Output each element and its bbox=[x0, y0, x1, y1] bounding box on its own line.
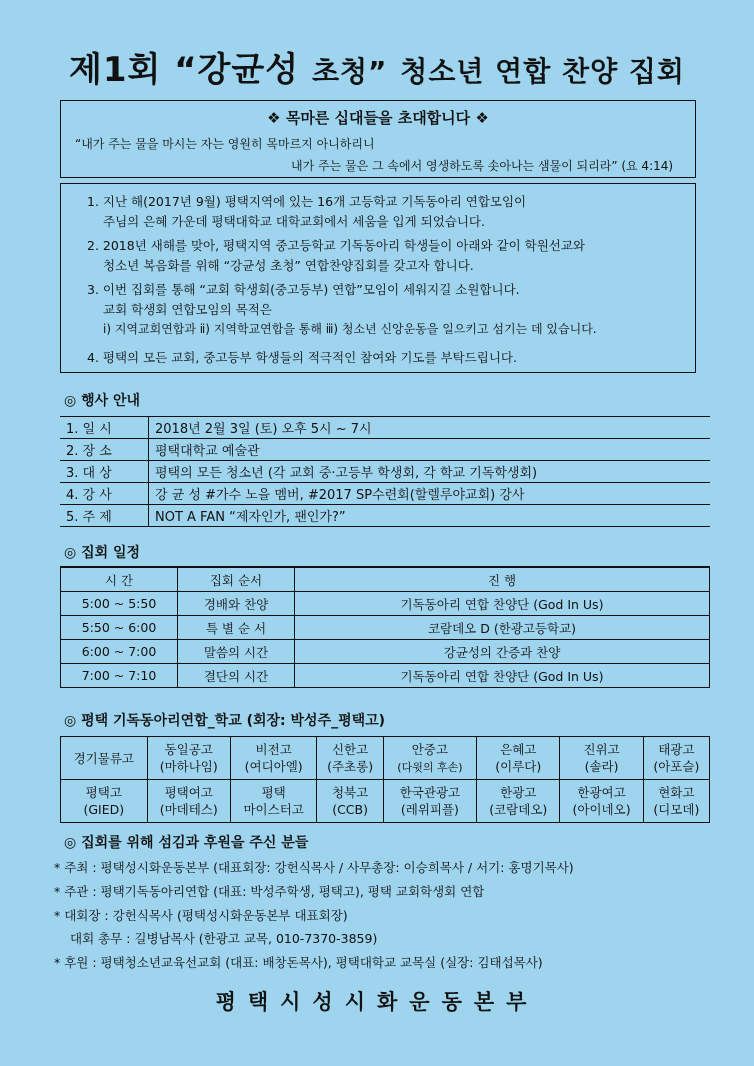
club-school: 동일공고 bbox=[164, 742, 213, 757]
club-school: 신한고 bbox=[331, 742, 369, 757]
event-key: 1. 일 시 bbox=[60, 417, 149, 439]
note-line: 3. 이번 집회를 통해 “교회 학생회(중고등부) 연합”모임이 세워지길 소원합니다. bbox=[87, 282, 520, 297]
intro-heading: ❖ 목마른 십대들을 초대합니다 ❖ bbox=[267, 109, 489, 127]
club-cell bbox=[643, 780, 709, 823]
club-school: 청북고 bbox=[331, 785, 369, 800]
program-cell: 5:00 ~ 5:50 bbox=[61, 592, 178, 616]
club-school: 한광고 bbox=[500, 785, 537, 800]
program-cell: 기독동아리 연합 찬양단 (God In Us) bbox=[295, 592, 710, 616]
program-cell: 6:00 ~ 7:00 bbox=[61, 640, 178, 664]
page-title bbox=[0, 42, 754, 91]
event-key: 4. 강 사 bbox=[60, 483, 149, 505]
club-school: 은혜고 bbox=[500, 742, 537, 757]
intro-quote-line-1: “내가 주는 물을 마시는 자는 영원히 목마르지 아니하리니 bbox=[75, 137, 375, 151]
program-row bbox=[61, 664, 710, 688]
note-line: ⅰ) 지역교회연합과 ⅱ) 지역학교연합을 통해 ⅲ) 청소년 신앙운동을 일으키고 섬기는 데 있습니다. bbox=[103, 322, 597, 336]
program-row bbox=[61, 640, 710, 664]
notes-box bbox=[60, 183, 696, 373]
program-row bbox=[61, 592, 710, 616]
club-school: 한국관광고 bbox=[399, 785, 461, 800]
club-cell bbox=[317, 737, 383, 780]
note-line: 주님의 은혜 가운데 평택대학교 대학교회에서 세움을 입게 되었습니다. bbox=[103, 214, 485, 229]
note-line: 1. 지난 해(2017년 9월) 평택지역에 있는 16개 고등학교 기독동아리 연합모임이 bbox=[87, 194, 527, 209]
club-name: (아포슬) bbox=[653, 759, 700, 774]
event-row bbox=[60, 417, 710, 439]
program-header-row bbox=[61, 567, 710, 592]
event-value: 2018년 2월 3일 (토) 오후 5시 ~ 7시 bbox=[149, 417, 711, 439]
clubs-row bbox=[61, 780, 710, 823]
club-cell bbox=[317, 780, 383, 823]
club-cell bbox=[477, 780, 560, 823]
event-value: 평택대학교 예술관 bbox=[149, 439, 711, 461]
club-name: (마데테스) bbox=[159, 802, 218, 817]
program-heading: ◎ 집회 일정 bbox=[64, 545, 141, 561]
club-cell bbox=[147, 780, 230, 823]
club-name: (아이네오) bbox=[572, 802, 631, 817]
event-row bbox=[60, 461, 710, 483]
event-row bbox=[60, 439, 710, 461]
club-school: 태광고 bbox=[658, 742, 695, 757]
club-name: (여디아엘) bbox=[244, 759, 303, 774]
supporter-line: * 후원 : 평택청소년교육선교회 (대표: 배창돈목사), 평택대학교 교목실 (실장: 김태섭목사) bbox=[54, 955, 543, 970]
club-name: (이루다) bbox=[495, 759, 542, 774]
club-name: (디모데) bbox=[653, 802, 700, 817]
club-school: 평택 bbox=[261, 785, 286, 800]
title-mid: 초청” bbox=[311, 55, 388, 88]
event-row bbox=[60, 483, 710, 505]
event-heading: ◎ 행사 안내 bbox=[64, 393, 141, 409]
intro-quote-line-2: 내가 주는 물은 그 속에서 영생하도록 솟아나는 샘물이 되리라” (요 4:14) bbox=[291, 159, 674, 173]
club-cell bbox=[61, 737, 148, 780]
club-cell bbox=[383, 737, 476, 780]
supporters-heading: ◎ 집회를 위해 섬김과 후원을 주신 분들 bbox=[64, 835, 309, 851]
event-row bbox=[60, 505, 710, 527]
club-cell bbox=[230, 780, 317, 823]
club-name: (다윗의 후손) bbox=[397, 760, 463, 774]
supporter-line: * 대회장 : 강헌식목사 (평택성시화운동본부 대표회장) bbox=[54, 908, 348, 923]
program-cell: 특 별 순 서 bbox=[178, 616, 295, 640]
program-col-order: 집회 순서 bbox=[178, 567, 295, 592]
event-value: NOT A FAN “제자인가, 팬인가?” bbox=[149, 505, 711, 527]
event-key: 5. 주 제 bbox=[60, 505, 149, 527]
club-name: (CCB) bbox=[332, 802, 368, 817]
event-value: 강 균 성 #가수 노을 멤버, #2017 SP수련회(할렐루야교회) 강사 bbox=[149, 483, 711, 505]
supporter-line: 대회 총무 : 길병남목사 (한광고 교목, 010-7370-3859) bbox=[70, 931, 378, 946]
program-row bbox=[61, 616, 710, 640]
club-name: (주초롱) bbox=[327, 759, 374, 774]
club-cell bbox=[477, 737, 560, 780]
club-school: 경기물류고 bbox=[73, 750, 134, 766]
clubs-heading: ◎ 평택 기독동아리연합_학교 (회장: 박성주_평택고) bbox=[64, 713, 386, 729]
title-end: 청소년 연합 찬양 집회 bbox=[400, 55, 685, 88]
club-school: 평택여고 bbox=[164, 785, 213, 800]
club-school: 한광여고 bbox=[577, 785, 626, 800]
supporter-line: * 주최 : 평택성시화운동본부 (대표회장: 강헌식목사 / 사무총장: 이승희목사 / 서기: 홍명기목사) bbox=[54, 860, 574, 875]
club-name: (마하나임) bbox=[159, 759, 218, 774]
program-table bbox=[60, 566, 710, 688]
program-cell: 말씀의 시간 bbox=[178, 640, 295, 664]
event-key: 2. 장 소 bbox=[60, 439, 149, 461]
program-cell: 기독동아리 연합 찬양단 (God In Us) bbox=[295, 664, 710, 688]
program-cell: 결단의 시간 bbox=[178, 664, 295, 688]
club-cell bbox=[383, 780, 476, 823]
note-line: 4. 평택의 모든 교회, 중고등부 학생들의 적극적인 참여와 기도를 부탁드립니다. bbox=[87, 350, 517, 365]
supporter-line: * 주관 : 평택기독동아리연합 (대표: 박성주학생, 평택고), 평택 교회학생회 연합 bbox=[54, 884, 485, 899]
club-cell bbox=[147, 737, 230, 780]
program-cell: 경배와 찬양 bbox=[178, 592, 295, 616]
footer-organizer: 평택시성시화운동본부 bbox=[215, 990, 539, 1014]
club-school: 현화고 bbox=[658, 785, 695, 800]
program-col-time: 시 간 bbox=[61, 567, 178, 592]
event-value: 평택의 모든 청소년 (각 교회 중·고등부 학생회, 각 학교 기독학생회) bbox=[149, 461, 711, 483]
clubs-row bbox=[61, 737, 710, 780]
clubs-table bbox=[60, 736, 710, 823]
program-cell: 7:00 ~ 7:10 bbox=[61, 664, 178, 688]
program-cell: 코람데오 D (한광고등학교) bbox=[295, 616, 710, 640]
club-name: 마이스터고 bbox=[243, 802, 304, 817]
club-school: 진위고 bbox=[583, 742, 620, 757]
club-name: (레위피플) bbox=[400, 802, 459, 817]
club-name: (코람데오) bbox=[489, 802, 548, 817]
note-line: 청소년 복음화를 위해 “강균성 초청” 연합찬양집회를 갖고자 합니다. bbox=[103, 258, 474, 273]
club-cell bbox=[643, 737, 709, 780]
club-school: 비전고 bbox=[255, 742, 292, 757]
note-line: 2. 2018년 새해를 맞아, 평택지역 중고등학교 기독동아리 학생들이 아래와 같이 학원선교와 bbox=[87, 238, 585, 253]
club-name: (솔라) bbox=[584, 759, 619, 774]
club-cell bbox=[560, 780, 643, 823]
event-info-table bbox=[60, 416, 710, 527]
program-col-lead: 진 행 bbox=[295, 567, 710, 592]
note-line: 교회 학생회 연합모임의 목적은 bbox=[103, 302, 272, 317]
club-name: (GIED) bbox=[83, 802, 125, 817]
program-cell: 5:50 ~ 6:00 bbox=[61, 616, 178, 640]
title-main: 제1회 “강균성 bbox=[69, 50, 300, 90]
event-key: 3. 대 상 bbox=[60, 461, 149, 483]
club-cell bbox=[61, 780, 148, 823]
club-cell bbox=[230, 737, 317, 780]
club-school: 안중고 bbox=[411, 741, 449, 757]
intro-box bbox=[60, 100, 696, 178]
club-cell bbox=[560, 737, 643, 780]
club-school: 평택고 bbox=[85, 785, 122, 800]
program-cell: 강균성의 간증과 찬양 bbox=[295, 640, 710, 664]
